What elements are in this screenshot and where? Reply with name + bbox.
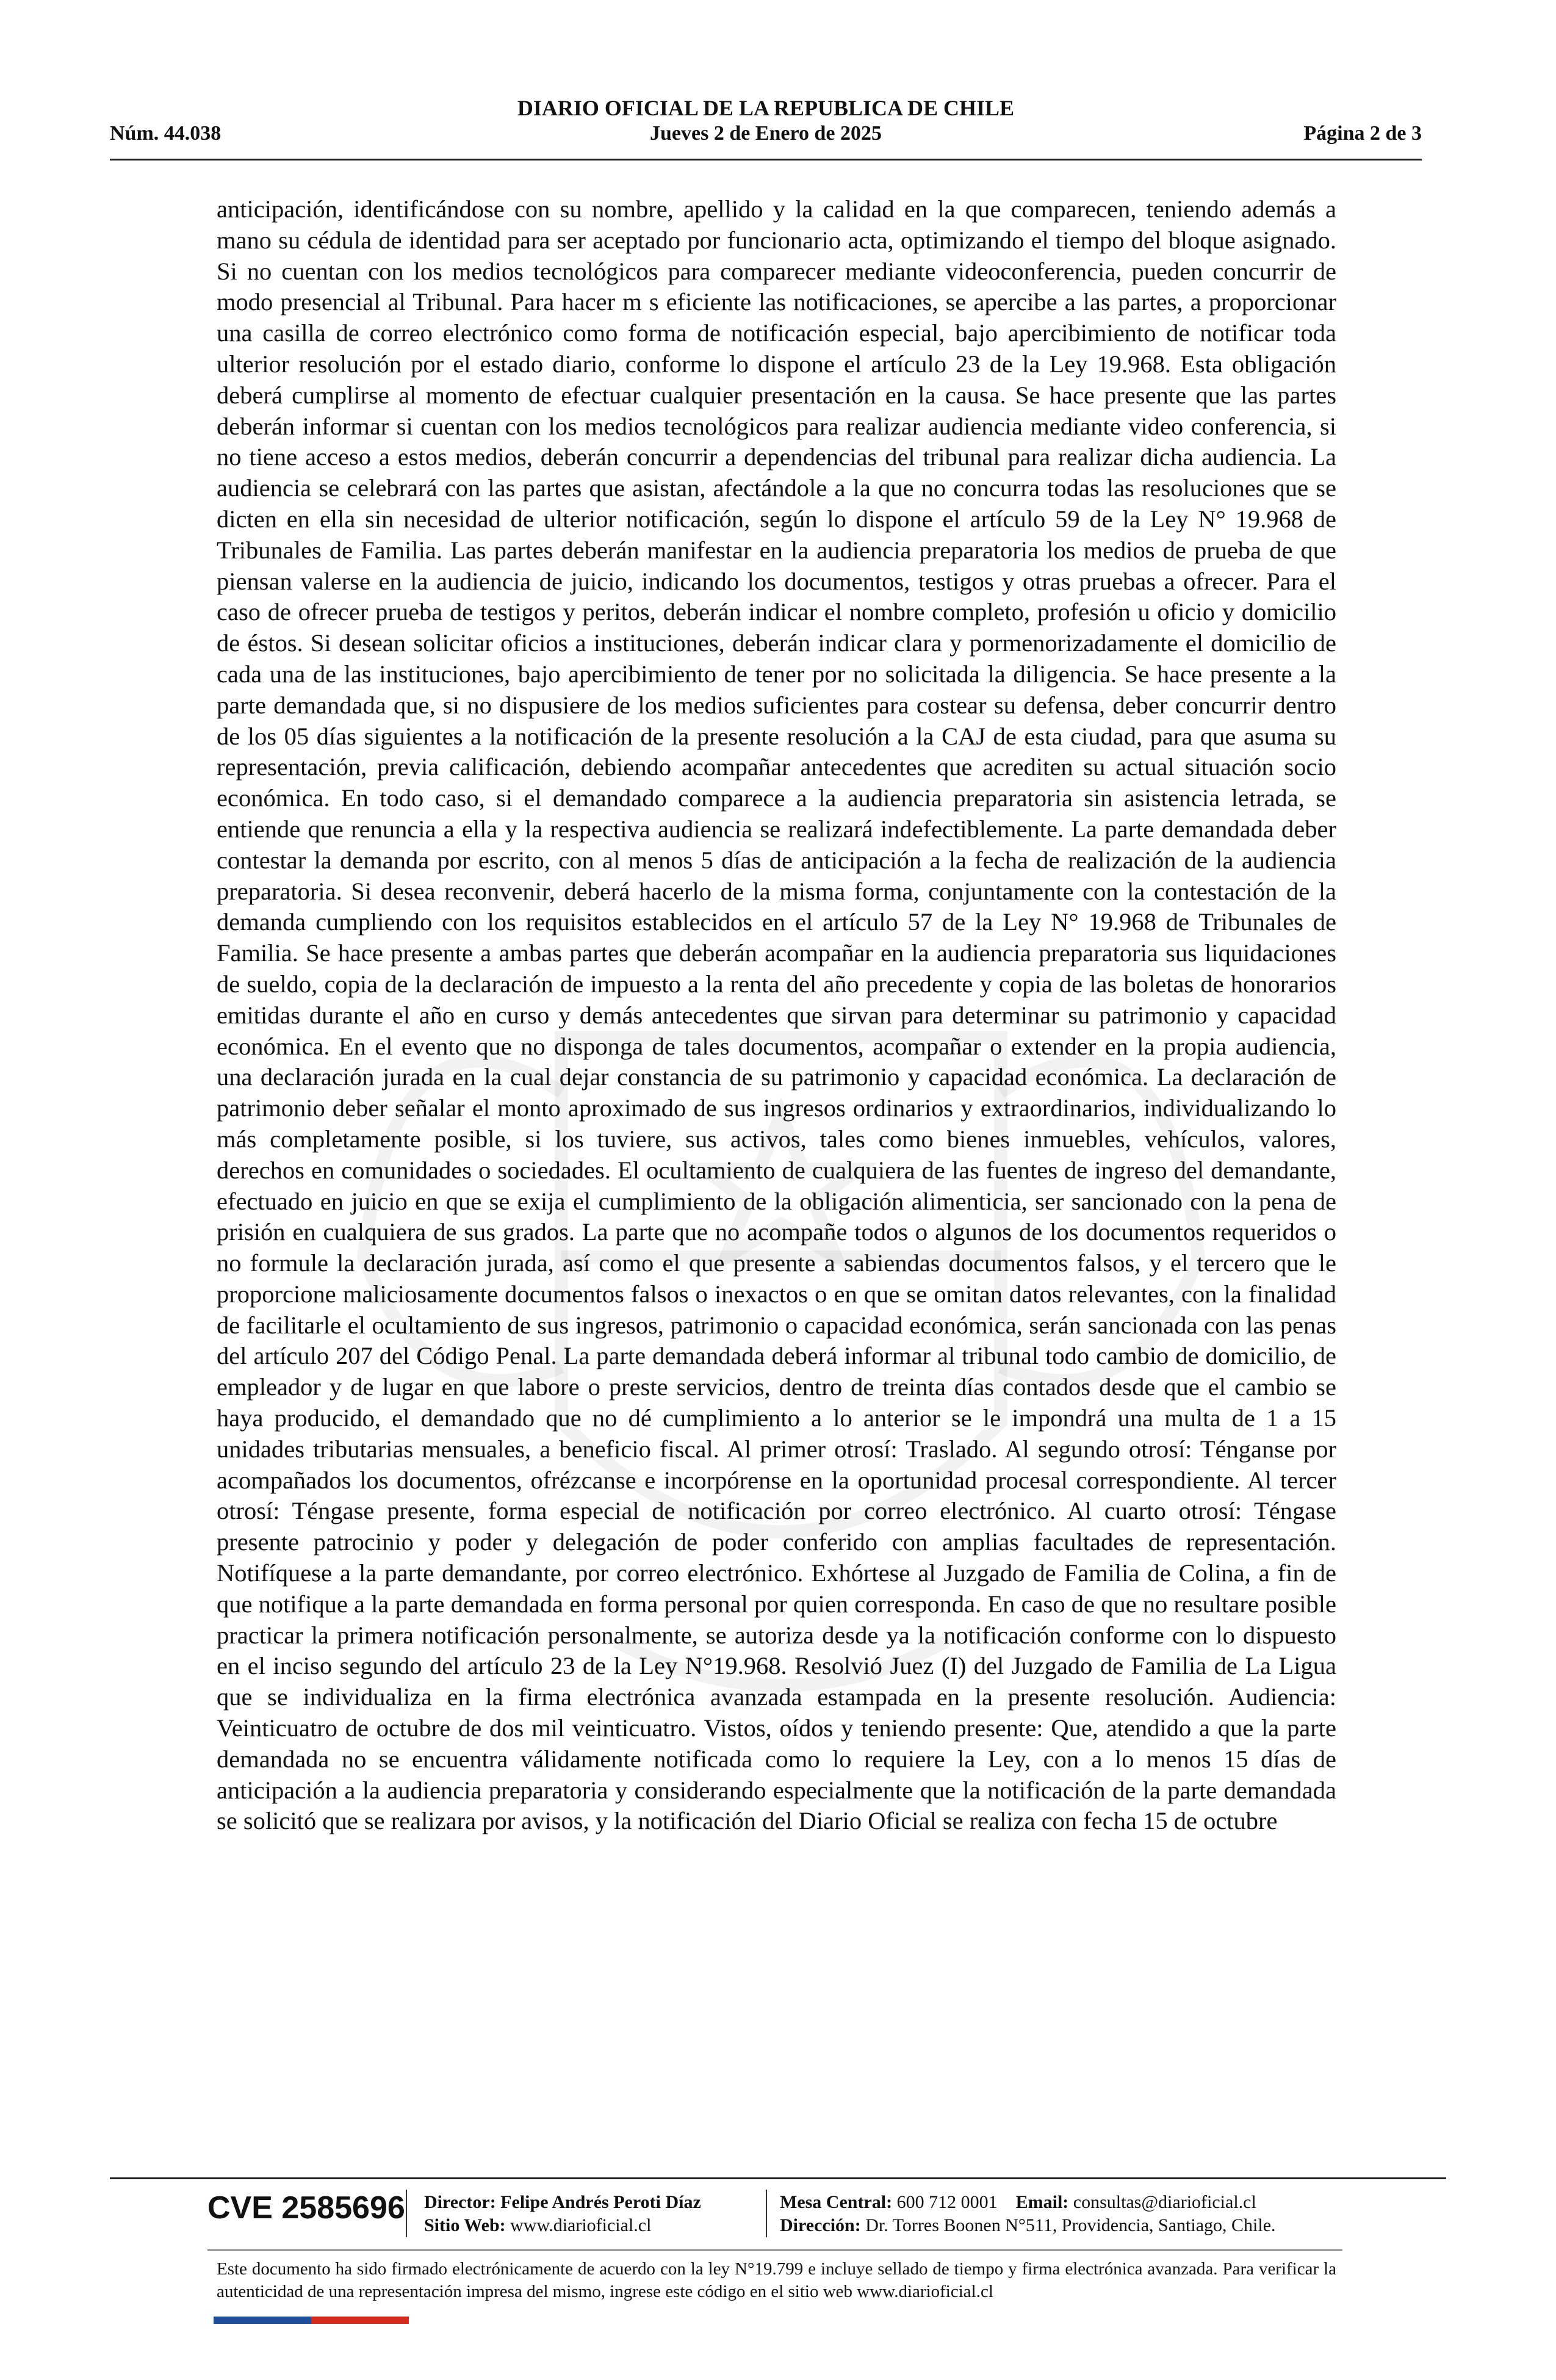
- director-label: Director:: [424, 2192, 496, 2212]
- footer-separator: [766, 2190, 767, 2237]
- phone-label: Mesa Central:: [780, 2192, 893, 2212]
- issue-number: Núm. 44.038: [110, 122, 222, 145]
- footer-contact-block: [780, 2191, 1276, 2237]
- email-label: Email:: [1015, 2192, 1069, 2212]
- phone-number: 600 712 0001: [896, 2192, 998, 2212]
- flag-stripe-blue: [214, 2317, 311, 2324]
- issue-date: Jueves 2 de Enero de 2025: [650, 122, 882, 145]
- publication-title: DIARIO OFICIAL DE LA REPUBLICA DE CHILE: [517, 96, 1015, 120]
- legal-notice: Este documento ha sido firmado electrónicamente de acuerdo con la ley N°19.799 e incluye sellado de tiempo y firma electrónica avanzada. Para verificar la autenticidad de una representación impresa del mismo, ingrese este código en el sitio web www.diarioficial.cl: [217, 2259, 1336, 2301]
- email-link[interactable]: consultas@diarioficial.cl: [1073, 2192, 1256, 2212]
- cve-code: CVE 2585696: [207, 2190, 405, 2226]
- flag-stripe-red: [311, 2317, 409, 2324]
- footer-separator: [406, 2190, 407, 2237]
- footer-divider: [110, 2177, 1446, 2179]
- footer-divider: [207, 2249, 1342, 2251]
- body-paragraph: anticipación, identificándose con su nombre, apellido y la calidad en la que comparecen, teniendo además a mano su cédula de identidad para ser aceptado por funcionario acta, optimizando el tiempo del bloque asignado. Si no cuentan con los medios tecnológicos para comparecer mediante videoconferencia, pueden concurrir de modo presencial al Tribunal. Para hacer m s eficiente las notificaciones, se apercibe a las partes, a proporcionar una casilla de correo electrónico como forma de notificación especial, bajo apercibimiento de notificar toda ulterior resolución por el estado diario, conforme lo dispone el artículo 23 de la Ley 19.968. Esta obligación deberá cumplirse al momento de efectuar cualquier presentación en la causa. Se hace presente que las partes deberán informar si cuentan con los medios tecnológicos para realizar audiencia mediante video conferencia, si no tiene acceso a estos medios, deberán concurrir a dependencias del tribunal para realizar dicha audiencia. La audiencia se celebrará con las partes que asistan, afectándole a la que no concurra todas las resoluciones que se dicten en ella sin necesidad de ulterior notificación, según lo dispone el artículo 59 de la Ley N° 19.968 de Tribunales de Familia. Las partes deberán manifestar en la audiencia preparatoria los medios de prueba de que piensan valerse en la audiencia de juicio, indicando los documentos, testigos y otras pruebas a ofrecer. Para el caso de ofrecer prueba de testigos y peritos, deberán indicar el nombre completo, profesión u oficio y domicilio de éstos. Si desean solicitar oficios a instituciones, deberán indicar clara y pormenorizadamente el domicilio de cada una de las instituciones, bajo apercibimiento de tener por no solicitada la diligencia. Se hace presente a la parte demandada que, si no dispusiere de los medios suficientes para costear su defensa, deber concurrir dentro de los 05 días siguientes a la notificación de la presente resolución a la CAJ de esta ciudad, para que asuma su representación, previa calificación, debiendo acompañar antecedentes que acrediten su actual situación socio económica. En todo caso, si el demandado comparece a la audiencia preparatoria sin asistencia letrada, se entiende que renuncia a ella y la respectiva audiencia se realizará indefectiblemente. La parte demandada deber contestar la demanda por escrito, con al menos 5 días de anticipación a la fecha de realización de la audiencia preparatoria. Si desea reconvenir, deberá hacerlo de la misma forma, conjuntamente con la contestación de la demanda cumpliendo con los requisitos establecidos en el artículo 57 de la Ley N° 19.968 de Tribunales de Familia. Se hace presente a ambas partes que deberán acompañar en la audiencia preparatoria sus liquidaciones de sueldo, copia de la declaración de impuesto a la renta del año precedente y copia de las boletas de honorarios emitidas durante el año en curso y demás antecedentes que sirvan para determinar su patrimonio y capacidad económica. En el evento que no disponga de tales documentos, acompañar o extender en la propia audiencia, una declaración jurada en la cual dejar constancia de su patrimonio y capacidad económica. La declaración de patrimonio deber señalar el monto aproximado de sus ingresos ordinarios y extraordinarios, individualizando lo más completamente posible, si los tuviere, sus activos, tales como bienes inmuebles, vehículos, valores, derechos en comunidades o sociedades. El ocultamiento de cualquiera de las fuentes de ingreso del demandante, efectuado en juicio en que se exija el cumplimiento de la obligación alimenticia, ser sancionado con la pena de prisión en cualquiera de sus grados. La parte que no acompañe todos o algunos de los documentos requeridos o no formule la declaración jurada, así como el que presente a sabiendas documentos falsos, y el tercero que le proporcione maliciosamente documentos falsos o inexactos o en que se omitan datos relevantes, con la finalidad de facilitarle el ocultamiento de sus ingresos, patrimonio o capacidad económica, serán sancionada con las penas del artículo 207 del Código Penal. La parte demandada deberá informar al tribunal todo cambio de domicilio, de empleador y de lugar en que labore o preste servicios, dentro de treinta días contados desde que el cambio se haya producido, el demandado que no dé cumplimiento a lo anterior se le impondrá una multa de 1 a 15 unidades tributarias mensuales, a beneficio fiscal. Al primer otrosí: Traslado. Al segundo otrosí: Ténganse por acompañados los documentos, ofrézcanse e incorpórense en la oportunidad procesal correspondiente. Al tercer otrosí: Téngase presente, forma especial de notificación por correo electrónico. Al cuarto otrosí: Téngase presente patrocinio y poder y delegación de poder conferido con amplias facultades de representación. Notifíquese a la parte demandante, por correo electrónico. Exhórtese al Juzgado de Familia de Colina, a fin de que notifique a la parte demandada en forma personal por quien corresponda. En caso de que no resultare posible practicar la primera notificación personalmente, se autoriza desde ya la notificación conforme con lo dispuesto en el inciso segundo del artículo 23 de la Ley N°19.968. Resolvió Juez (I) del Juzgado de Familia de La Ligua que se individualiza en la firma electrónica avanzada estampada en la presente resolución. Audiencia: Veinticuatro de octubre de dos mil veinticuatro. Vistos, oídos y teniendo presente: Que, atendido a que la parte demandada no se encuentra válidamente notificada como lo requiere la Ley, con a lo menos 15 días de anticipación a la audiencia preparatoria y considerando especialmente que la notificación de la parte demandada se solicitó que se realizara por avisos, y la notificación del Diario Oficial se realiza con fecha 15 de octubre: [217, 195, 1336, 1835]
- address: Dr. Torres Boonen N°511, Providencia, Santiago, Chile.: [865, 2215, 1276, 2235]
- page-indicator: Página 2 de 3: [1303, 122, 1422, 145]
- site-label: Sitio Web:: [424, 2215, 506, 2235]
- address-label: Dirección:: [780, 2215, 861, 2235]
- footer-director-block: [424, 2191, 701, 2237]
- page-header: [110, 92, 1422, 160]
- director-name: Felipe Andrés Peroti Díaz: [500, 2192, 701, 2212]
- site-link[interactable]: www.diarioficial.cl: [510, 2215, 652, 2235]
